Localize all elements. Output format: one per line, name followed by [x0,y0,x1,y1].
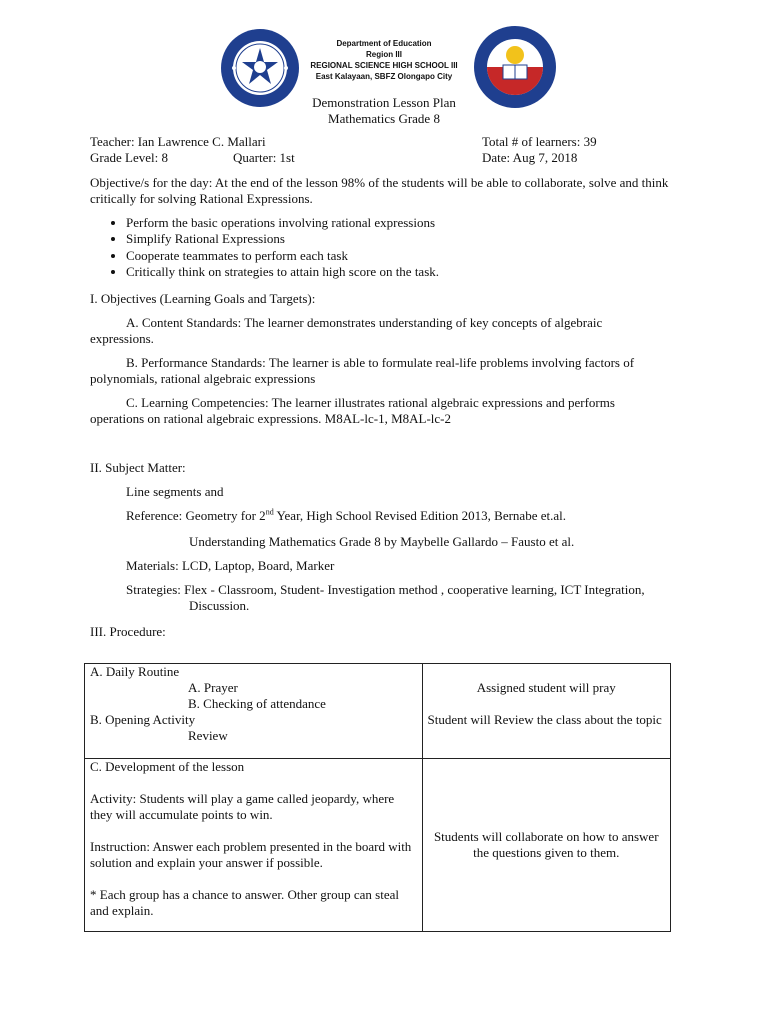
content-standards: A. Content Standards: The learner demonstrates understanding of key concepts of algebraic [126,315,603,330]
materials: Materials: LCD, Laptop, Board, Marker [126,558,335,573]
content-standards-cont: expressions. [90,331,154,346]
list-item: • Critically think on strategies to attain high score on the task. [126,264,686,280]
instruction: Instruction: Answer each problem presented in the board with solution and explain your answer if possible. [90,839,412,870]
list-item: • Simplify Rational Expressions [126,231,686,247]
student-review: Student will Review the class about the topic [427,712,662,727]
checking-attendance: B. Checking of attendance [188,696,326,711]
objective-intro: Objective/s for the day: At the end of the lesson 98% of the students will be able to collaborate, solve and think critically for solving Rational Expressions. [90,175,669,206]
reference-second: Understanding Mathematics Grade 8 by Maybelle Gallardo – Fausto et al. [189,534,575,549]
total-learners: Total # of learners: 39 [482,134,597,149]
spacer [90,871,417,887]
subject-topic: Line segments and [126,484,224,499]
table-row [85,759,671,932]
table-cell [85,664,423,759]
section-objectives-heading: I. Objectives (Learning Goals and Targets): [90,291,316,306]
spacer [428,696,666,712]
table-cell [422,664,671,759]
daily-routine: A. Daily Routine [90,664,180,679]
reference-suffix: Year, High School Revised Edition 2013, Bernabe et.al. [273,508,566,523]
table-row [85,664,671,759]
students-collaborate: Students will collaborate on how to answer the questions given to them. [433,829,659,860]
spacer [428,664,666,680]
lesson-date: Date: Aug 7, 2018 [482,150,578,165]
spacer [90,775,417,791]
teacher-name: Teacher: Ian Lawrence C. Mallari [90,134,266,149]
learning-competencies: C. Learning Competencies: The learner illustrates rational algebraic expressions and performs [126,395,615,410]
opening-activity: B. Opening Activity [90,712,196,727]
document-title: Demonstration Lesson Plan [312,95,456,110]
learning-competencies-cont: operations on rational algebraic expressions. M8AL-lc-1, M8AL-lc-2 [90,411,452,426]
group-note: * Each group has a chance to answer. Other group can steal and explain. [90,887,399,918]
section-procedure-heading: III. Procedure: [90,624,166,639]
review: Review [188,728,228,743]
list-item: • Cooperate teammates to perform each task [126,248,686,264]
section-subject-matter-heading: II. Subject Matter: [90,460,186,475]
reference-prefix: Reference: Geometry for 2 [126,508,266,523]
reference [126,508,566,524]
development-lesson: C. Development of the lesson [90,759,245,774]
activity: Activity: Students will play a game called jeopardy, where they will accumulate points to win. [90,791,395,822]
objective-list [108,215,686,280]
header-school: REGIONAL SCIENCE HIGH SCHOOL III [310,61,458,70]
assigned-pray: Assigned student will pray [476,680,616,695]
header-department: Department of Education [336,39,432,48]
performance-standards-cont: polynomials, rational algebraic expressions [90,371,316,386]
procedure-table [84,663,671,932]
table-cell [85,759,423,932]
reference-superscript: nd [265,507,274,517]
grade-level: Grade Level: 8 [90,150,168,165]
strategies: Strategies: Flex - Classroom, Student- Investigation method , cooperative learning, ICT Integration, [126,582,645,597]
table-cell [422,759,671,932]
quarter: Quarter: 1st [233,150,295,165]
prayer: A. Prayer [188,680,238,695]
performance-standards: B. Performance Standards: The learner is able to formulate real-life problems involving factors of [126,355,635,370]
header-address: East Kalayaan, SBFZ Olongapo City [315,72,453,81]
list-item: • Perform the basic operations involving rational expressions [126,215,686,231]
spacer [90,823,417,839]
strategies-cont: Discussion. [189,598,250,613]
document-subtitle: Mathematics Grade 8 [328,111,440,126]
header-region: Region III [366,50,402,59]
